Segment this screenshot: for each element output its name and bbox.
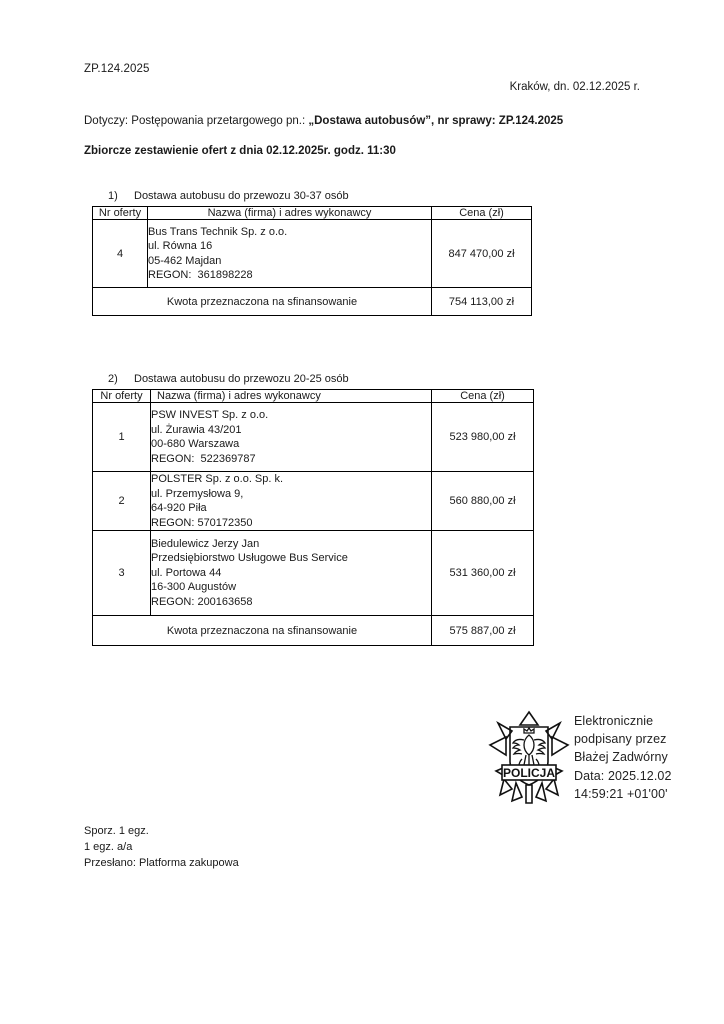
- table-total-row: [93, 288, 532, 316]
- table-row: [93, 403, 534, 472]
- policja-banner-label: POLICJA: [502, 766, 556, 780]
- electronic-signature-stamp: [486, 709, 696, 809]
- column-header-name-address: Nazwa (firma) i adres wykonawcy: [148, 207, 432, 220]
- footer-line-2: 1 egz. a/a: [84, 841, 133, 853]
- column-header-price: Cena (zł): [432, 390, 534, 403]
- address-line: Biedulewicz Jerzy Jan: [151, 537, 260, 550]
- section-number-1: 1): [108, 190, 118, 202]
- cell-name-address: [148, 220, 432, 288]
- cell-name-address: [151, 531, 432, 616]
- section-caption-1: [108, 190, 349, 202]
- address-line: POLSTER Sp. z o.o. Sp. k.: [151, 473, 284, 485]
- subject-bold: „Dostawa autobusów”, nr sprawy: ZP.124.2025: [308, 115, 564, 127]
- column-header-offer-no: Nr oferty: [93, 390, 151, 403]
- table-header-row: [93, 390, 534, 403]
- cell-price: 531 360,00 zł: [432, 531, 534, 616]
- address-line: Bus Trans Technik Sp. z o.o.: [148, 225, 288, 238]
- address-line: 64-920 Piła: [151, 502, 207, 514]
- section-caption-2: [108, 373, 349, 385]
- offers-table-1: [92, 206, 532, 316]
- total-label: Kwota przeznaczona na sfinansowanie: [93, 616, 432, 646]
- signature-text-block: [574, 712, 672, 803]
- cell-name-address: [151, 472, 432, 531]
- offers-table-2: [92, 389, 534, 646]
- section-caption-text-2: Dostawa autobusu do przewozu 20-25 osób: [134, 373, 349, 385]
- address-line: ul. Równa 16: [148, 240, 213, 252]
- subject-prefix: Dotyczy: Postępowania przetargowego pn.:: [84, 115, 309, 127]
- footer-line-1: Sporz. 1 egz.: [84, 825, 149, 837]
- total-value: 754 113,00 zł: [432, 288, 532, 316]
- table-row: [93, 472, 534, 531]
- cell-offer-no: 2: [93, 472, 151, 531]
- column-header-offer-no: Nr oferty: [93, 207, 148, 220]
- total-label: Kwota przeznaczona na sfinansowanie: [93, 288, 432, 316]
- policja-emblem-icon: [486, 709, 572, 807]
- address-line: REGON: 361898228: [148, 269, 253, 281]
- cell-price: 560 880,00 zł: [432, 472, 534, 531]
- address-line: REGON: 522369787: [151, 452, 256, 465]
- footer-note: [84, 823, 239, 871]
- address-line: ul. Przemysłowa 9,: [151, 487, 244, 500]
- signature-signer-name: Błażej Zadwórny: [574, 750, 668, 765]
- signature-line-2: podpisany przez: [574, 732, 667, 747]
- address-line: REGON: 200163658: [151, 595, 253, 608]
- place-and-date: Kraków, dn. 02.12.2025 r.: [509, 81, 640, 93]
- subject-line: [84, 115, 563, 127]
- signature-time: 14:59:21 +01'00': [574, 786, 668, 801]
- address-line: 00-680 Warszawa: [151, 438, 240, 450]
- address-line: ul. Żurawia 43/201: [151, 423, 242, 436]
- column-header-name-address: Nazwa (firma) i adres wykonawcy: [151, 390, 432, 403]
- signature-line-1: Elektronicznie: [574, 714, 654, 728]
- table-row: [93, 220, 532, 288]
- table-total-row: [93, 616, 534, 646]
- table-row: [93, 531, 534, 616]
- address-line: 05-462 Majdan: [148, 254, 222, 267]
- reference-number: ZP.124.2025: [84, 63, 150, 75]
- address-line: Przedsiębiorstwo Usługowe Bus Service: [151, 552, 348, 565]
- address-line: ul. Portowa 44: [151, 566, 222, 579]
- address-line: REGON: 570172350: [151, 516, 253, 529]
- cell-offer-no: 3: [93, 531, 151, 616]
- footer-line-3: Przesłano: Platforma zakupowa: [84, 857, 239, 869]
- section-number-2: 2): [108, 373, 118, 385]
- cell-price: 847 470,00 zł: [432, 220, 532, 288]
- page-title: Zbiorcze zestawienie ofert z dnia 02.12.2025r. godz. 11:30: [84, 145, 396, 157]
- column-header-price: Cena (zł): [432, 207, 532, 220]
- total-value: 575 887,00 zł: [432, 616, 534, 646]
- signature-date: Data: 2025.12.02: [574, 768, 672, 783]
- address-line: PSW INVEST Sp. z o.o.: [151, 409, 269, 421]
- section-caption-text-1: Dostawa autobusu do przewozu 30-37 osób: [134, 190, 349, 202]
- cell-price: 523 980,00 zł: [432, 403, 534, 472]
- cell-offer-no: 1: [93, 403, 151, 472]
- cell-offer-no: 4: [93, 220, 148, 288]
- address-line: 16-300 Augustów: [151, 581, 237, 594]
- cell-name-address: [151, 403, 432, 472]
- table-header-row: [93, 207, 532, 220]
